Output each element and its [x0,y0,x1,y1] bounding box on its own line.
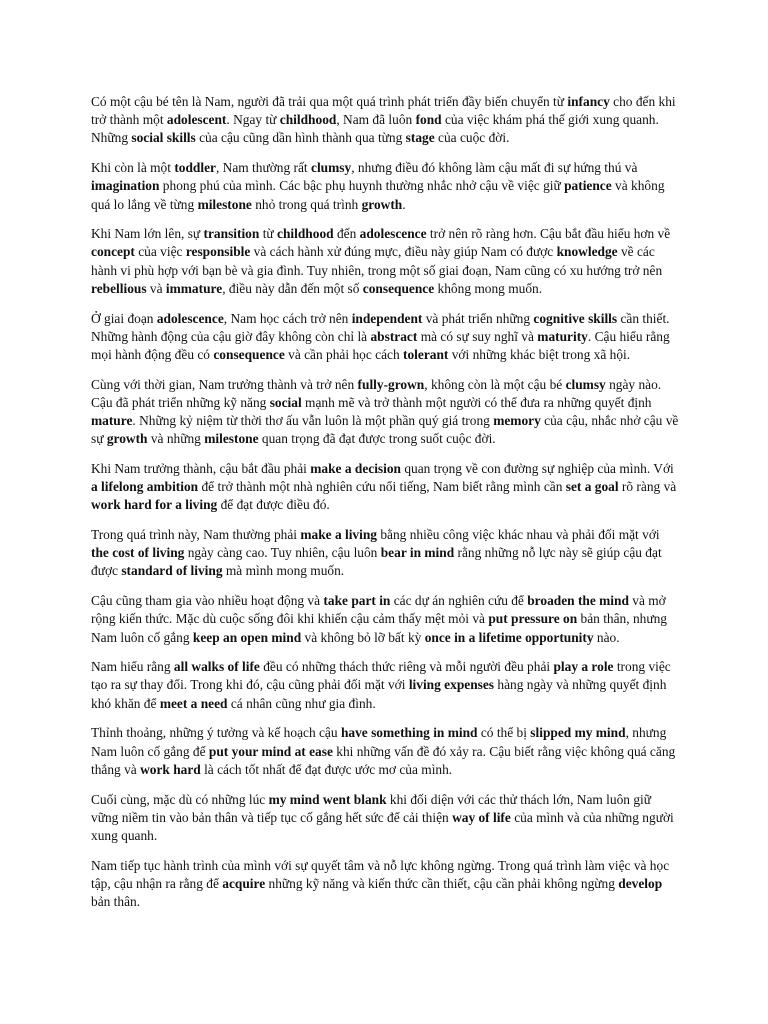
text-run: hàng ngày và những quyết định khó khăn để [91,677,667,711]
text-run: mà có sự suy nghĩ và [417,328,538,344]
vocab-term: infancy [567,94,610,109]
paragraph [91,310,680,365]
vocab-term: acquire [222,875,266,891]
vocab-term: work hard for a living [91,497,218,513]
text-run: và mở rộng kiến thức. Mặc dù cuộc sống đôi khi khiến cậu cảm thấy mệt mỏi và [91,593,666,627]
text-run: bằng nhiều công việc khác nhau và phải đối mặt với [377,527,660,543]
text-run: . Ngay từ [226,112,280,128]
vocab-term: consequence [213,346,285,362]
vocab-term: cognitive skills [533,310,618,326]
vocab-term: make a living [300,527,377,543]
text-run: cá nhân cũng như gia đình. [227,695,376,711]
vocab-term: transition [203,226,260,242]
text-run: đều có những thách thức riêng và mỗi người đều phải [259,659,554,675]
vocab-term: consequence [362,280,435,296]
text-run: Khi Nam trưởng thành, cậu bắt đầu phải [91,460,311,476]
vocab-term: imagination [91,178,160,194]
vocab-term: childhood [279,112,337,128]
vocab-term: growth [361,196,403,212]
vocab-term: take part in [323,593,391,609]
text-run: Khi Nam lớn lên, sự [91,226,204,242]
text-run: để đạt được điều đó. [217,497,330,513]
text-run: và cách hành xử đúng mực, điều này giúp Nam có được [250,244,557,260]
vocab-term: adolescence [156,310,224,326]
vocab-term: way of life [452,809,511,825]
vocab-term: put pressure on [488,611,578,627]
vocab-term: adolescence [359,226,427,242]
vocab-term: work hard [140,761,201,777]
vocab-term: independent [351,310,423,326]
vocab-term: broaden the mind [527,593,629,609]
text-run: là cách tốt nhất để đạt được ước mơ của mình. [200,761,453,777]
text-run: các dự án nghiên cứu để [390,593,528,609]
text-run: đến [333,226,360,242]
text-run: của cậu cũng dần hình thành qua từng [195,130,406,146]
vocab-term: childhood [277,226,334,242]
text-run: nào. [593,629,620,645]
vocab-term: meet a need [159,695,228,711]
text-run: mạnh mẽ và trở thành một người có thể đưa ra những quyết định [301,394,652,410]
text-run: . [402,196,406,212]
text-run: Có một cậu bé tên là Nam, người đã trải qua một quá trình phát triển đầy biến chuyển từ [91,94,568,109]
paragraph [91,526,680,581]
text-run: bản thân, nhưng Nam luôn cố gắng [91,611,667,645]
vocab-term: adolescent [166,112,227,128]
text-run: của việc khám phá thế giới xung quanh. Những [91,112,659,146]
text-run: , nhưng điều đó không làm cậu mất đi sự hứng thú và [351,160,638,176]
text-run: rằng những nỗ lực này sẽ giúp cậu đạt được [91,545,662,579]
paragraph [91,857,680,912]
text-run: quan trọng về con đường sự nghiệp của mình. Với [401,460,674,476]
text-run: và [146,280,166,296]
text-run: Nam tiếp tục hành trình của mình với sự quyết tâm và nỗ lực không ngừng. Trong quá trình làm việc và học tập, cậu nhận ra rằng để [91,857,670,891]
vocab-term: mature [91,413,133,429]
vocab-term: once in a lifetime opportunity [424,629,594,645]
vocab-term: slipped my mind [530,725,626,741]
vocab-term: have something in mind [340,725,478,741]
text-run: và không quá lo lắng về từng [91,178,665,212]
text-run: cho đến khi trở thành một [91,94,676,128]
text-run: Khi còn là một [91,160,175,176]
text-run: Thỉnh thoảng, những ý tưởng và kế hoạch cậu [91,725,341,741]
text-run: có thể bị [477,725,531,741]
text-run: về các hành vi phù hợp với bạn bè và gia đình. Tuy nhiên, trong một số giai đoạn, Nam cũng có xu hướng trở nên [91,244,663,278]
vocab-term: immature [165,280,223,296]
paragraph [91,658,680,713]
vocab-term: tolerant [403,346,449,362]
vocab-term: a lifelong ambition [91,479,199,495]
text-run: , Nam đã luôn [336,112,416,128]
text-run: Cùng với thời gian, Nam trưởng thành và trở nên [91,376,358,392]
vocab-term: knowledge [556,244,618,260]
text-run: quan trọng đã đạt được trong suốt cuộc đời. [258,431,496,447]
vocab-term: responsible [185,244,251,260]
text-run: và phát triển những [422,310,534,326]
text-run: Cuối cùng, mặc dù có những lúc [91,791,269,807]
text-run: phong phú của mình. Các bậc phụ huynh thường nhắc nhở cậu về việc giữ [159,178,565,194]
text-run: khi đối diện với các thử thách lớn, Nam luôn giữ vững niềm tin vào bản thân và tiếp tục cố gắng hết sức để cải thiện [91,791,651,825]
text-run: và cần phải học cách [284,346,404,362]
vocab-term: toddler [174,160,216,176]
vocab-term: clumsy [565,376,606,392]
vocab-term: all walks of life [173,659,260,675]
vocab-term: make a decision [310,460,401,476]
text-run: , Nam học cách trở nên [223,310,352,326]
vocab-term: abstract [370,328,418,344]
text-run: khi những vấn đề đó xảy ra. Cậu biết rằng việc không quá căng thẳng và [91,743,676,777]
text-run: của cuộc đời. [434,130,510,146]
text-run: Nam hiểu rằng [91,659,174,675]
text-run: , nhưng Nam luôn cố gắng để [91,725,667,759]
text-run: ngày nào. Cậu đã phát triển những kỹ năng [91,376,662,410]
paragraph [91,159,680,214]
document-body [91,93,680,911]
text-run: . Cậu hiểu rằng mọi hành động đều có [91,328,670,362]
text-run: nhỏ trong quá trình [251,196,362,212]
text-run: trở nên rõ ràng hơn. Cậu bắt đầu hiểu hơn về [426,226,671,242]
vocab-term: milestone [197,196,252,212]
text-run: từ [259,226,278,242]
vocab-term: social skills [131,130,196,146]
text-run: của việc [134,244,186,260]
text-run: , điều này dẫn đến một số [222,280,363,296]
vocab-term: patience [564,178,612,194]
text-run: trong việc tạo ra sự thay đổi. Trong khi đó, cậu cũng phải đối mặt với [91,659,671,693]
vocab-term: rebellious [91,280,147,296]
vocab-term: maturity [537,328,588,344]
text-run: cần thiết. Những hành động của cậu giờ đây không còn chỉ là [91,310,670,344]
vocab-term: fond [415,112,442,128]
text-run: rõ ràng và [618,479,677,495]
paragraph [91,592,680,647]
vocab-term: standard of living [121,563,223,579]
text-run: , Nam thường rất [215,160,312,176]
text-run: của cậu, nhắc nhở cậu về sự [91,413,679,447]
text-run: để trở thành một nhà nghiên cứu nổi tiếng, Nam biết rằng mình cần [198,479,566,495]
text-run: Ở giai đoạn [91,310,157,326]
vocab-term: develop [618,875,663,891]
vocab-term: keep an open mind [192,629,302,645]
text-run: bản thân. [91,894,141,910]
paragraph [91,376,680,449]
vocab-term: the cost of living [91,545,185,561]
paragraph [91,460,680,515]
text-run: Cậu cũng tham gia vào nhiều hoạt động và [91,593,324,609]
paragraph [91,791,680,846]
vocab-term: milestone [204,431,259,447]
vocab-term: play a role [553,659,614,675]
vocab-term: stage [405,130,435,146]
paragraph [91,225,680,298]
text-run: mà mình mong muốn. [222,563,345,579]
vocab-term: put your mind at ease [208,743,333,759]
vocab-term: bear in mind [380,545,455,561]
text-run: của mình và của những người xung quanh. [91,809,674,843]
text-run: những kỹ năng và kiến thức cần thiết, cậu cần phải không ngừng [265,875,619,891]
vocab-term: living expenses [408,677,495,693]
text-run: với những khác biệt trong xã hội. [448,346,631,362]
vocab-term: my mind went blank [268,791,387,807]
vocab-term: memory [493,413,541,429]
text-run: , không còn là một cậu bé [424,376,566,392]
paragraph [91,93,680,148]
text-run: và những [147,431,205,447]
vocab-term: set a goal [565,479,619,495]
vocab-term: fully-grown [357,376,425,392]
text-run: không mong muốn. [434,280,543,296]
text-run: ngày càng cao. Tuy nhiên, cậu luôn [184,545,381,561]
vocab-term: social [269,394,302,410]
text-run: và không bỏ lỡ bất kỳ [301,629,425,645]
vocab-term: growth [106,431,148,447]
vocab-term: clumsy [311,160,352,176]
paragraph [91,724,680,779]
text-run: Trong quá trình này, Nam thường phải [91,527,301,543]
text-run: . Những kỷ niệm từ thời thơ ấu vẫn luôn là một phần quý giá trong [132,413,494,429]
vocab-term: concept [91,244,135,260]
